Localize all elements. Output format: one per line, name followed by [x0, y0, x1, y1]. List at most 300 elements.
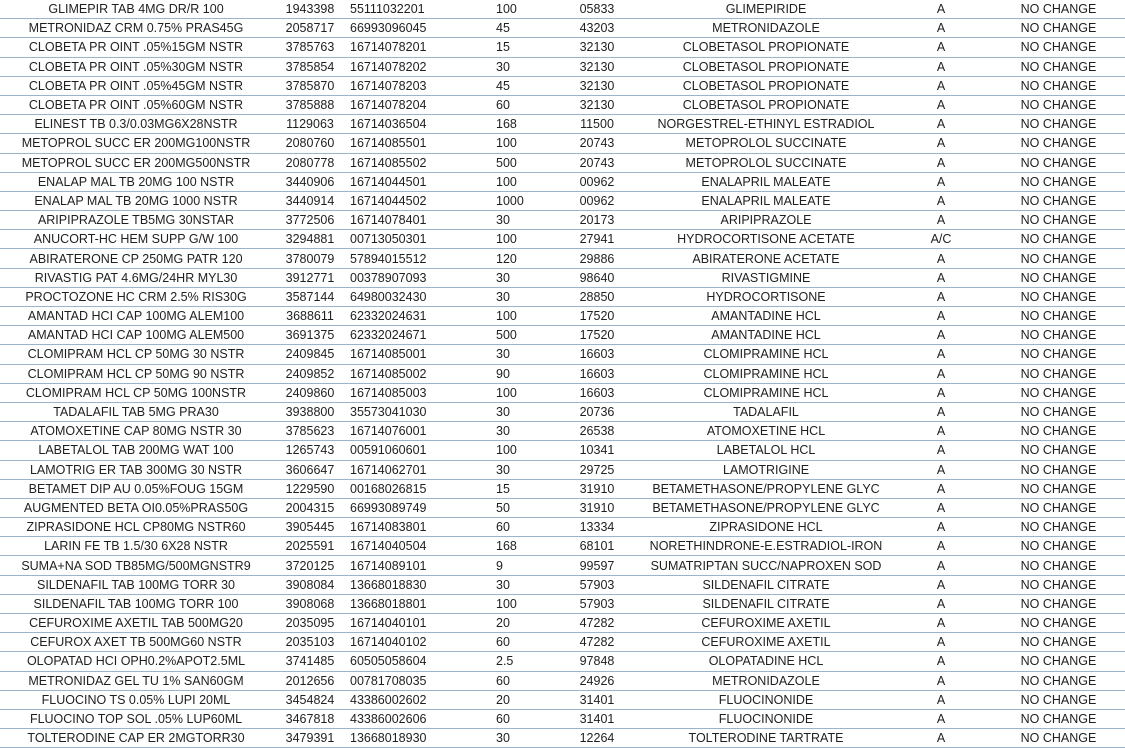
generic-name-cell: AMANTADINE HCL [642, 307, 890, 326]
table-row [0, 537, 1125, 556]
status-code-cell: A [890, 460, 992, 479]
item-number-cell: 2058717 [272, 19, 348, 38]
gcn-cell: 12264 [552, 729, 642, 748]
change-status-cell: NO CHANGE [992, 518, 1125, 537]
table-row [0, 556, 1125, 575]
gcn-cell: 57903 [552, 575, 642, 594]
table-row [0, 38, 1125, 57]
ndc-cell: 66993089749 [348, 498, 472, 517]
package-size-cell: 30 [472, 268, 552, 287]
change-status-cell: NO CHANGE [992, 0, 1125, 19]
package-size-cell: 30 [472, 345, 552, 364]
generic-name-cell: FLUOCINONIDE [642, 690, 890, 709]
gcn-cell: 00962 [552, 191, 642, 210]
drug-description-cell: ZIPRASIDONE HCL CP80MG NSTR60 [0, 518, 272, 537]
change-status-cell: NO CHANGE [992, 479, 1125, 498]
generic-name-cell: BETAMETHASONE/PROPYLENE GLYC [642, 498, 890, 517]
drug-description-cell: CLOMIPRAM HCL CP 50MG 100NSTR [0, 383, 272, 402]
status-code-cell: A [890, 364, 992, 383]
ndc-cell: 43386002602 [348, 690, 472, 709]
status-code-cell: A [890, 402, 992, 421]
item-number-cell: 3454824 [272, 690, 348, 709]
table-row [0, 345, 1125, 364]
gcn-cell: 27941 [552, 230, 642, 249]
item-number-cell: 2012656 [272, 671, 348, 690]
gcn-cell: 57903 [552, 594, 642, 613]
table-row [0, 633, 1125, 652]
status-code-cell: A/C [890, 230, 992, 249]
ndc-cell: 16714076001 [348, 422, 472, 441]
ndc-cell: 16714062701 [348, 460, 472, 479]
item-number-cell: 3587144 [272, 287, 348, 306]
generic-name-cell: OLOPATADINE HCL [642, 652, 890, 671]
status-code-cell: A [890, 652, 992, 671]
item-number-cell: 2035103 [272, 633, 348, 652]
change-status-cell: NO CHANGE [992, 614, 1125, 633]
change-status-cell: NO CHANGE [992, 76, 1125, 95]
package-size-cell: 45 [472, 76, 552, 95]
drug-description-cell: AUGMENTED BETA OI0.05%PRAS50G [0, 498, 272, 517]
change-status-cell: NO CHANGE [992, 498, 1125, 517]
table-row [0, 594, 1125, 613]
change-status-cell: NO CHANGE [992, 364, 1125, 383]
status-code-cell: A [890, 575, 992, 594]
status-code-cell: A [890, 345, 992, 364]
gcn-cell: 47282 [552, 633, 642, 652]
package-size-cell: 30 [472, 575, 552, 594]
package-size-cell: 2.5 [472, 652, 552, 671]
ndc-cell: 16714078202 [348, 57, 472, 76]
gcn-cell: 28850 [552, 287, 642, 306]
package-size-cell: 45 [472, 19, 552, 38]
item-number-cell: 2080778 [272, 153, 348, 172]
gcn-cell: 98640 [552, 268, 642, 287]
change-status-cell: NO CHANGE [992, 422, 1125, 441]
status-code-cell: A [890, 76, 992, 95]
drug-description-cell: CLOBETA PR OINT .05%30GM NSTR [0, 57, 272, 76]
drug-description-cell: CLOMIPRAM HCL CP 50MG 90 NSTR [0, 364, 272, 383]
drug-description-cell: AMANTAD HCI CAP 100MG ALEM500 [0, 326, 272, 345]
item-number-cell: 1943398 [272, 0, 348, 19]
change-status-cell: NO CHANGE [992, 307, 1125, 326]
item-number-cell: 3440914 [272, 191, 348, 210]
status-code-cell: A [890, 287, 992, 306]
change-status-cell: NO CHANGE [992, 556, 1125, 575]
generic-name-cell: FLUOCINONIDE [642, 709, 890, 728]
drug-description-cell: CLOBETA PR OINT .05%60GM NSTR [0, 95, 272, 114]
drug-description-cell: CEFUROX AXET TB 500MG60 NSTR [0, 633, 272, 652]
package-size-cell: 90 [472, 364, 552, 383]
package-size-cell: 60 [472, 633, 552, 652]
table-row [0, 422, 1125, 441]
package-size-cell: 15 [472, 38, 552, 57]
ndc-cell: 16714044501 [348, 172, 472, 191]
drug-description-cell: METRONIDAZ GEL TU 1% SAN60GM [0, 671, 272, 690]
ndc-cell: 16714044502 [348, 191, 472, 210]
gcn-cell: 32130 [552, 38, 642, 57]
item-number-cell: 1229590 [272, 479, 348, 498]
drug-description-cell: METOPROL SUCC ER 200MG100NSTR [0, 134, 272, 153]
ndc-cell: 16714040101 [348, 614, 472, 633]
drug-description-cell: CLOBETA PR OINT .05%15GM NSTR [0, 38, 272, 57]
generic-name-cell: HYDROCORTISONE [642, 287, 890, 306]
gcn-cell: 32130 [552, 76, 642, 95]
status-code-cell: A [890, 556, 992, 575]
item-number-cell: 3720125 [272, 556, 348, 575]
table-row [0, 230, 1125, 249]
drug-description-cell: OLOPATAD HCI OPH0.2%APOT2.5ML [0, 652, 272, 671]
status-code-cell: A [890, 211, 992, 230]
gcn-cell: 32130 [552, 57, 642, 76]
package-size-cell: 100 [472, 441, 552, 460]
change-status-cell: NO CHANGE [992, 153, 1125, 172]
generic-name-cell: ABIRATERONE ACETATE [642, 249, 890, 268]
change-status-cell: NO CHANGE [992, 268, 1125, 287]
status-code-cell: A [890, 633, 992, 652]
table-row [0, 709, 1125, 728]
drug-description-cell: SUMA+NA SOD TB85MG/500MGNSTR9 [0, 556, 272, 575]
gcn-cell: 97848 [552, 652, 642, 671]
drug-description-cell: ELINEST TB 0.3/0.03MG6X28NSTR [0, 115, 272, 134]
generic-name-cell: CLOMIPRAMINE HCL [642, 345, 890, 364]
ndc-cell: 16714083801 [348, 518, 472, 537]
item-number-cell: 3691375 [272, 326, 348, 345]
item-number-cell: 1265743 [272, 441, 348, 460]
package-size-cell: 100 [472, 383, 552, 402]
table-row [0, 134, 1125, 153]
gcn-cell: 31910 [552, 479, 642, 498]
drug-description-cell: FLUOCINO TS 0.05% LUPI 20ML [0, 690, 272, 709]
item-number-cell: 2080760 [272, 134, 348, 153]
gcn-cell: 16603 [552, 383, 642, 402]
item-number-cell: 2409852 [272, 364, 348, 383]
table-row [0, 402, 1125, 421]
change-status-cell: NO CHANGE [992, 38, 1125, 57]
table-row [0, 671, 1125, 690]
item-number-cell: 3785623 [272, 422, 348, 441]
generic-name-cell: HYDROCORTISONE ACETATE [642, 230, 890, 249]
package-size-cell: 100 [472, 134, 552, 153]
generic-name-cell: BETAMETHASONE/PROPYLENE GLYC [642, 479, 890, 498]
item-number-cell: 3772506 [272, 211, 348, 230]
generic-name-cell: ZIPRASIDONE HCL [642, 518, 890, 537]
status-code-cell: A [890, 153, 992, 172]
drug-description-cell: FLUOCINO TOP SOL .05% LUP60ML [0, 709, 272, 728]
status-code-cell: A [890, 191, 992, 210]
package-size-cell: 30 [472, 402, 552, 421]
ndc-cell: 16714078401 [348, 211, 472, 230]
gcn-cell: 68101 [552, 537, 642, 556]
gcn-cell: 26538 [552, 422, 642, 441]
table-row [0, 115, 1125, 134]
gcn-cell: 31401 [552, 709, 642, 728]
gcn-cell: 20173 [552, 211, 642, 230]
drug-description-cell: ANUCORT-HC HEM SUPP G/W 100 [0, 230, 272, 249]
ndc-cell: 16714078204 [348, 95, 472, 114]
package-size-cell: 120 [472, 249, 552, 268]
change-status-cell: NO CHANGE [992, 134, 1125, 153]
generic-name-cell: SUMATRIPTAN SUCC/NAPROXEN SOD [642, 556, 890, 575]
generic-name-cell: RIVASTIGMINE [642, 268, 890, 287]
item-number-cell: 2409860 [272, 383, 348, 402]
change-status-cell: NO CHANGE [992, 57, 1125, 76]
status-code-cell: A [890, 690, 992, 709]
package-size-cell: 100 [472, 594, 552, 613]
drug-description-cell: LAMOTRIG ER TAB 300MG 30 NSTR [0, 460, 272, 479]
generic-name-cell: ARIPIPRAZOLE [642, 211, 890, 230]
status-code-cell: A [890, 729, 992, 748]
ndc-cell: 64980032430 [348, 287, 472, 306]
ndc-cell: 16714040102 [348, 633, 472, 652]
package-size-cell: 168 [472, 115, 552, 134]
generic-name-cell: CLOMIPRAMINE HCL [642, 383, 890, 402]
package-size-cell: 50 [472, 498, 552, 517]
table-row [0, 153, 1125, 172]
table-row [0, 729, 1125, 748]
status-code-cell: A [890, 249, 992, 268]
package-size-cell: 500 [472, 326, 552, 345]
ndc-cell: 16714085501 [348, 134, 472, 153]
package-size-cell: 9 [472, 556, 552, 575]
status-code-cell: A [890, 383, 992, 402]
table-row [0, 268, 1125, 287]
change-status-cell: NO CHANGE [992, 402, 1125, 421]
change-status-cell: NO CHANGE [992, 345, 1125, 364]
item-number-cell: 3908068 [272, 594, 348, 613]
drug-description-cell: BETAMET DIP AU 0.05%FOUG 15GM [0, 479, 272, 498]
drug-description-cell: ATOMOXETINE CAP 80MG NSTR 30 [0, 422, 272, 441]
table-row [0, 364, 1125, 383]
drug-description-cell: ABIRATERONE CP 250MG PATR 120 [0, 249, 272, 268]
ndc-cell: 16714078201 [348, 38, 472, 57]
table-row [0, 0, 1125, 19]
package-size-cell: 100 [472, 172, 552, 191]
change-status-cell: NO CHANGE [992, 633, 1125, 652]
status-code-cell: A [890, 709, 992, 728]
ndc-cell: 16714085502 [348, 153, 472, 172]
gcn-cell: 16603 [552, 364, 642, 383]
drug-description-cell: SILDENAFIL TAB 100MG TORR 100 [0, 594, 272, 613]
change-status-cell: NO CHANGE [992, 575, 1125, 594]
package-size-cell: 500 [472, 153, 552, 172]
ndc-cell: 66993096045 [348, 19, 472, 38]
drug-description-cell: METOPROL SUCC ER 200MG500NSTR [0, 153, 272, 172]
ndc-cell: 55111032201 [348, 0, 472, 19]
gcn-cell: 17520 [552, 326, 642, 345]
gcn-cell: 17520 [552, 307, 642, 326]
generic-name-cell: METOPROLOL SUCCINATE [642, 153, 890, 172]
generic-name-cell: SILDENAFIL CITRATE [642, 575, 890, 594]
change-status-cell: NO CHANGE [992, 594, 1125, 613]
change-status-cell: NO CHANGE [992, 115, 1125, 134]
generic-name-cell: CLOBETASOL PROPIONATE [642, 57, 890, 76]
package-size-cell: 60 [472, 95, 552, 114]
status-code-cell: A [890, 307, 992, 326]
package-size-cell: 100 [472, 230, 552, 249]
ndc-cell: 16714085001 [348, 345, 472, 364]
item-number-cell: 3785763 [272, 38, 348, 57]
item-number-cell: 3467818 [272, 709, 348, 728]
gcn-cell: 43203 [552, 19, 642, 38]
status-code-cell: A [890, 441, 992, 460]
generic-name-cell: CLOBETASOL PROPIONATE [642, 76, 890, 95]
drug-description-cell: CLOBETA PR OINT .05%45GM NSTR [0, 76, 272, 95]
generic-name-cell: METRONIDAZOLE [642, 19, 890, 38]
change-status-cell: NO CHANGE [992, 326, 1125, 345]
package-size-cell: 20 [472, 614, 552, 633]
change-status-cell: NO CHANGE [992, 441, 1125, 460]
package-size-cell: 15 [472, 479, 552, 498]
gcn-cell: 11500 [552, 115, 642, 134]
item-number-cell: 3606647 [272, 460, 348, 479]
drug-description-cell: CLOMIPRAM HCL CP 50MG 30 NSTR [0, 345, 272, 364]
generic-name-cell: TOLTERODINE TARTRATE [642, 729, 890, 748]
item-number-cell: 3741485 [272, 652, 348, 671]
package-size-cell: 30 [472, 729, 552, 748]
drug-description-cell: PROCTOZONE HC CRM 2.5% RIS30G [0, 287, 272, 306]
drug-description-cell: ENALAP MAL TB 20MG 100 NSTR [0, 172, 272, 191]
drug-description-cell: RIVASTIG PAT 4.6MG/24HR MYL30 [0, 268, 272, 287]
change-status-cell: NO CHANGE [992, 709, 1125, 728]
ndc-cell: 00378907093 [348, 268, 472, 287]
generic-name-cell: METOPROLOL SUCCINATE [642, 134, 890, 153]
change-status-cell: NO CHANGE [992, 690, 1125, 709]
package-size-cell: 30 [472, 460, 552, 479]
generic-name-cell: GLIMEPIRIDE [642, 0, 890, 19]
change-status-cell: NO CHANGE [992, 19, 1125, 38]
gcn-cell: 99597 [552, 556, 642, 575]
ndc-cell: 13668018801 [348, 594, 472, 613]
table-row [0, 690, 1125, 709]
status-code-cell: A [890, 95, 992, 114]
change-status-cell: NO CHANGE [992, 95, 1125, 114]
table-row [0, 19, 1125, 38]
ndc-cell: 16714040504 [348, 537, 472, 556]
item-number-cell: 3780079 [272, 249, 348, 268]
package-size-cell: 100 [472, 0, 552, 19]
package-size-cell: 100 [472, 307, 552, 326]
gcn-cell: 20743 [552, 134, 642, 153]
status-code-cell: A [890, 326, 992, 345]
ndc-cell: 43386002606 [348, 709, 472, 728]
gcn-cell: 20736 [552, 402, 642, 421]
ndc-cell: 13668018930 [348, 729, 472, 748]
table-row [0, 211, 1125, 230]
generic-name-cell: METRONIDAZOLE [642, 671, 890, 690]
item-number-cell: 2035095 [272, 614, 348, 633]
status-code-cell: A [890, 518, 992, 537]
change-status-cell: NO CHANGE [992, 191, 1125, 210]
generic-name-cell: CLOMIPRAMINE HCL [642, 364, 890, 383]
ndc-cell: 62332024631 [348, 307, 472, 326]
change-status-cell: NO CHANGE [992, 383, 1125, 402]
table-row [0, 614, 1125, 633]
status-code-cell: A [890, 594, 992, 613]
ndc-cell: 57894015512 [348, 249, 472, 268]
generic-name-cell: ENALAPRIL MALEATE [642, 172, 890, 191]
ndc-cell: 16714078203 [348, 76, 472, 95]
gcn-cell: 29886 [552, 249, 642, 268]
item-number-cell: 3908084 [272, 575, 348, 594]
item-number-cell: 2025591 [272, 537, 348, 556]
generic-name-cell: LABETALOL HCL [642, 441, 890, 460]
status-code-cell: A [890, 57, 992, 76]
item-number-cell: 2409845 [272, 345, 348, 364]
ndc-cell: 16714085003 [348, 383, 472, 402]
drug-description-cell: TADALAFIL TAB 5MG PRA30 [0, 402, 272, 421]
item-number-cell: 2004315 [272, 498, 348, 517]
gcn-cell: 47282 [552, 614, 642, 633]
status-code-cell: A [890, 0, 992, 19]
gcn-cell: 13334 [552, 518, 642, 537]
drug-description-cell: GLIMEPIR TAB 4MG DR/R 100 [0, 0, 272, 19]
status-code-cell: A [890, 19, 992, 38]
drug-description-cell: ARIPIPRAZOLE TB5MG 30NSTAR [0, 211, 272, 230]
package-size-cell: 30 [472, 422, 552, 441]
item-number-cell: 3912771 [272, 268, 348, 287]
ndc-cell: 13668018830 [348, 575, 472, 594]
package-size-cell: 1000 [472, 191, 552, 210]
generic-name-cell: TADALAFIL [642, 402, 890, 421]
ndc-cell: 00781708035 [348, 671, 472, 690]
ndc-cell: 16714089101 [348, 556, 472, 575]
change-status-cell: NO CHANGE [992, 652, 1125, 671]
table-row [0, 326, 1125, 345]
drug-description-cell: METRONIDAZ CRM 0.75% PRAS45G [0, 19, 272, 38]
table-row [0, 249, 1125, 268]
table-row [0, 441, 1125, 460]
table-row [0, 498, 1125, 517]
change-status-cell: NO CHANGE [992, 729, 1125, 748]
status-code-cell: A [890, 115, 992, 134]
status-code-cell: A [890, 134, 992, 153]
generic-name-cell: NORGESTREL-ETHINYL ESTRADIOL [642, 115, 890, 134]
drug-description-cell: TOLTERODINE CAP ER 2MGTORR30 [0, 729, 272, 748]
table-row [0, 307, 1125, 326]
change-status-cell: NO CHANGE [992, 249, 1125, 268]
status-code-cell: A [890, 172, 992, 191]
item-number-cell: 3785854 [272, 57, 348, 76]
generic-name-cell: SILDENAFIL CITRATE [642, 594, 890, 613]
item-number-cell: 3785870 [272, 76, 348, 95]
item-number-cell: 1129063 [272, 115, 348, 134]
table-row [0, 191, 1125, 210]
item-number-cell: 3440906 [272, 172, 348, 191]
package-size-cell: 168 [472, 537, 552, 556]
status-code-cell: A [890, 614, 992, 633]
table-row [0, 95, 1125, 114]
table-row [0, 57, 1125, 76]
drug-description-cell: CEFUROXIME AXETIL TAB 500MG20 [0, 614, 272, 633]
change-status-cell: NO CHANGE [992, 211, 1125, 230]
drug-description-cell: LARIN FE TB 1.5/30 6X28 NSTR [0, 537, 272, 556]
generic-name-cell: ATOMOXETINE HCL [642, 422, 890, 441]
generic-name-cell: ENALAPRIL MALEATE [642, 191, 890, 210]
status-code-cell: A [890, 38, 992, 57]
package-size-cell: 60 [472, 671, 552, 690]
gcn-cell: 24926 [552, 671, 642, 690]
status-code-cell: A [890, 268, 992, 287]
table-row [0, 652, 1125, 671]
gcn-cell: 29725 [552, 460, 642, 479]
gcn-cell: 10341 [552, 441, 642, 460]
drug-description-cell: AMANTAD HCI CAP 100MG ALEM100 [0, 307, 272, 326]
item-number-cell: 3688611 [272, 307, 348, 326]
generic-name-cell: AMANTADINE HCL [642, 326, 890, 345]
gcn-cell: 16603 [552, 345, 642, 364]
table-row [0, 76, 1125, 95]
gcn-cell: 05833 [552, 0, 642, 19]
